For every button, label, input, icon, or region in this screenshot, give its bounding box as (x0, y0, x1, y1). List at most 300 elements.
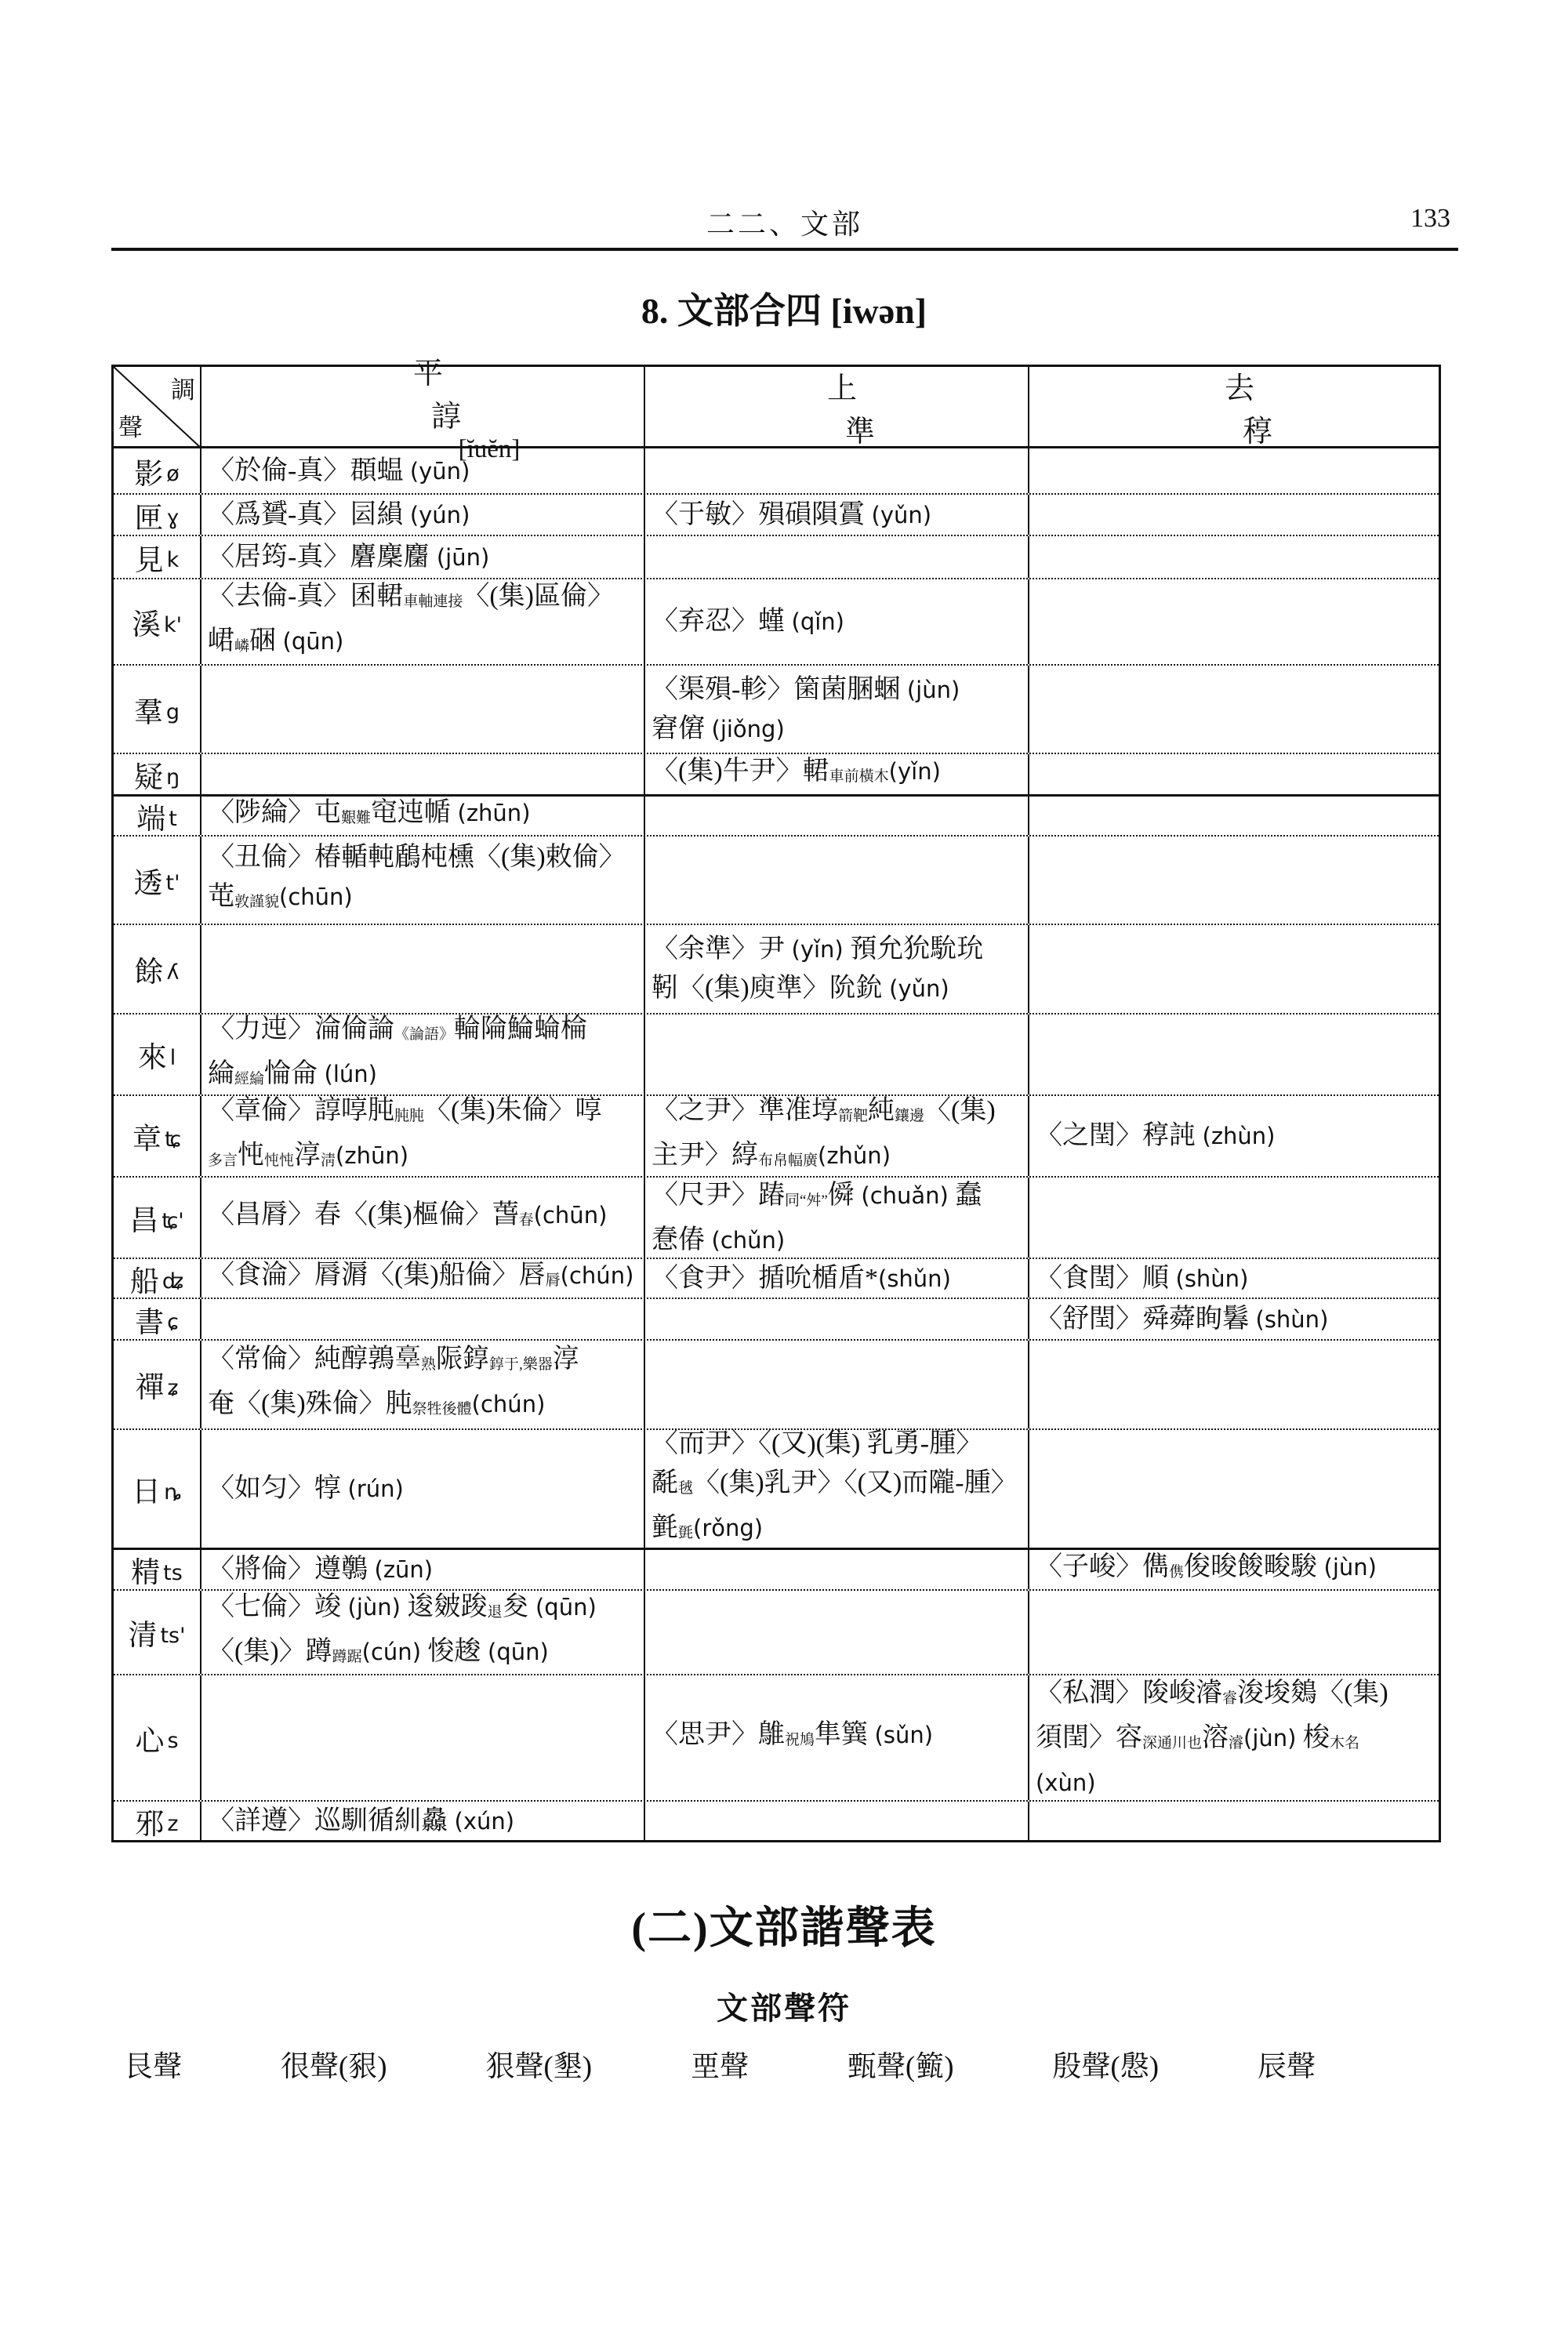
entry-text: 〈(集)區倫〉 (463, 582, 614, 611)
small-gloss: 退 (487, 1604, 503, 1621)
entry-text: 夋 (qūn) (502, 1592, 597, 1621)
initial-cell (114, 925, 201, 1013)
pinyin: (jùn) (906, 676, 960, 703)
entry-line (201, 1385, 644, 1429)
small-gloss: 春 (518, 1211, 534, 1229)
initial-cell (114, 1096, 201, 1176)
table-row (114, 493, 1439, 535)
initial-ipa: z (167, 1812, 179, 1836)
entry-text: 〈(集) (924, 1096, 996, 1125)
initial-cell (114, 1014, 201, 1094)
entry-line (1029, 1548, 1439, 1592)
entry-text: 〈七倫〉竣 (jùn) 逡皴踆 (208, 1592, 488, 1621)
initial-character: 餘 (134, 956, 164, 989)
initial-ipa: ŋ (165, 765, 180, 789)
entry-line (201, 1340, 644, 1385)
page-number: 133 (1410, 204, 1450, 233)
ping-cell (201, 448, 645, 493)
ping-cell (201, 1299, 645, 1339)
shang-cell (645, 1802, 1029, 1840)
small-gloss: 㲪 (678, 1525, 694, 1541)
entry-line (201, 1010, 644, 1054)
table-row (114, 1094, 1439, 1176)
entry-text: 〈食尹〉揗吮楯盾*(shǔn) (652, 1263, 951, 1293)
initial-character: 昌 (129, 1205, 159, 1237)
entry-text: 〈尺尹〉踳 (652, 1180, 785, 1210)
pinyin: (yǔn) (871, 501, 932, 528)
entry-text: 綸 (208, 1059, 234, 1088)
initial-character: 心 (135, 1725, 165, 1758)
phonetic-component-item: 很聲(豤) (280, 2051, 387, 2083)
entry-text: 〈力迍〉淪倫論 (208, 1014, 394, 1044)
section-title: 8. 文部合四 [iwən] (641, 291, 927, 331)
initial-ipa: ʎ (166, 960, 180, 985)
phonetic-component-item: 殷聲(慇) (1052, 2051, 1160, 2083)
entry-text: 須閏〉容 (1036, 1722, 1142, 1752)
shang-cell (645, 579, 1029, 664)
pinyin: (rǒng) (693, 1515, 764, 1541)
pinyin: (xún) (454, 1807, 515, 1835)
table-row (114, 664, 1439, 753)
initial-character: 精 (131, 1557, 161, 1589)
pinyin: (zhǔn) (818, 1142, 891, 1169)
entry-text: 〈(集)朱倫〉啍 (424, 1096, 602, 1125)
initial-character: 日 (132, 1476, 162, 1508)
initial-ipa: t' (165, 871, 180, 895)
qu-cell (1029, 536, 1439, 578)
pinyin: (jùn) (347, 1594, 401, 1621)
pinyin: (zhūn) (457, 800, 531, 826)
pinyin: (chún) (471, 1391, 546, 1417)
entry-line (201, 1091, 644, 1136)
shang-cell (645, 1096, 1029, 1176)
ping-cell (201, 1178, 645, 1258)
initial-character: 書 (135, 1306, 165, 1339)
initial-cell (114, 1299, 201, 1339)
entry-text: 〈章倫〉諄啍肫 (208, 1096, 394, 1125)
entry-text: 〈渠殞-軫〉箘菌䐃蜠 (jùn) (652, 674, 960, 704)
entry-line (201, 495, 644, 535)
entry-line (201, 1550, 644, 1589)
shang-cell (645, 448, 1029, 493)
entry-line (645, 602, 1028, 641)
tone-label: 上 (826, 372, 857, 405)
initial-ipa: l (169, 1045, 176, 1070)
table-row (114, 1298, 1439, 1339)
entry-text: 〈食淪〉脣漘〈(集)船倫〉唇 (208, 1261, 546, 1290)
entry-line (201, 1469, 644, 1508)
pinyin: (rún) (347, 1475, 404, 1502)
initial-ipa: ȵ (164, 1479, 182, 1504)
initial-character: 端 (136, 803, 166, 836)
phonetic-component-item: 甄聲(籈) (847, 2051, 954, 2083)
entry-text: 〈爲贇-真〉囩縜 (yún) (208, 499, 470, 529)
entry-text: 氃 (652, 1513, 678, 1542)
pinyin: (qūn) (488, 1639, 549, 1665)
small-gloss: 經綸 (234, 1071, 265, 1087)
shang-cell (645, 1178, 1029, 1258)
small-gloss: 車前橫木 (829, 768, 889, 785)
entry-line (201, 1802, 644, 1841)
entry-line (1029, 1259, 1439, 1298)
small-gloss: 祭牲後體 (412, 1401, 472, 1417)
entry-text: (cún) 悛䞭 (qūn) (361, 1637, 549, 1666)
shang-cell (645, 797, 1029, 835)
initial-character: 船 (129, 1265, 159, 1298)
initial-character: 來 (137, 1042, 167, 1074)
table-row (114, 1339, 1439, 1428)
shang-cell (645, 1299, 1029, 1339)
entry-text (818, 1141, 891, 1170)
rhyme-label: 準 (844, 415, 875, 448)
small-gloss: 毧 (678, 1480, 694, 1497)
entry-text (472, 1389, 546, 1418)
header-rule (111, 248, 1458, 251)
table-row (114, 448, 1439, 493)
initial-character: 邪 (135, 1808, 165, 1841)
ping-cell (201, 925, 645, 1013)
rhyme-label: 稕 (1242, 415, 1272, 448)
initial-ipa: g (165, 700, 180, 724)
small-gloss: 艱難 (341, 810, 372, 826)
entry-text: 淳 (294, 1141, 321, 1170)
initial-character: 匣 (134, 502, 164, 535)
pinyin: (cún) (361, 1639, 422, 1665)
initial-cell (114, 536, 201, 578)
entry-text: 俊晙餕畯駿 (jùn) (1184, 1552, 1377, 1581)
entry-line (645, 1715, 1028, 1760)
entry-line (645, 1136, 1028, 1181)
ping-cell (201, 797, 645, 835)
table-row (114, 924, 1439, 1013)
initial-cell (114, 1675, 201, 1800)
entry-text: 〈將倫〉遵鷷 (zūn) (208, 1555, 434, 1584)
initial-character: 禪 (135, 1372, 165, 1404)
small-gloss: 同“舛” (785, 1192, 828, 1209)
pinyin: (sǔn) (874, 1722, 934, 1748)
initial-cell (114, 1341, 201, 1428)
entry-text: 奄〈(集)殊倫〉肫 (208, 1389, 412, 1418)
initial-ipa: k' (163, 612, 183, 637)
initial-cell (114, 837, 201, 924)
pinyin: (shǔn) (878, 1265, 951, 1292)
pinyin: (yǔn) (889, 975, 949, 1002)
entry-text: 硱 (qūn) (249, 626, 344, 655)
entry-text (534, 1200, 608, 1229)
entry-line (1029, 1763, 1439, 1802)
table-row (114, 1589, 1439, 1674)
running-head-title: 二二、文部 (706, 209, 863, 240)
entry-text (1036, 1768, 1096, 1797)
corner-label-initial: 聲 (118, 414, 143, 441)
phonetic-component-item: 艮聲 (124, 2051, 182, 2083)
entry-text: 主尹〉綧 (652, 1141, 758, 1170)
pinyin: (zhūn) (336, 1142, 409, 1169)
entry-text: 惷偆 (chǔn) (652, 1225, 786, 1254)
entry-text: 峮 (208, 626, 234, 655)
pinyin: (chuǎn) (861, 1181, 949, 1209)
entry-text: 〈於倫-真〉頵蝹 (yūn) (208, 456, 470, 485)
entry-text: 輪陯鯩蜦棆 (454, 1014, 588, 1044)
pinyin: (jùn) (1323, 1553, 1377, 1581)
entry-text: 僢 (chuǎn) 蠢 (827, 1180, 982, 1210)
table-row (114, 1800, 1439, 1840)
shang-cell (645, 925, 1029, 1013)
initial-ipa: ʑ (167, 1375, 179, 1400)
entry-text (279, 882, 353, 911)
initial-character: 清 (128, 1620, 158, 1652)
ping-cell (201, 495, 645, 535)
entry-text (889, 757, 941, 786)
entry-text: 靷〈(集)庾準〉阭鈗 (yǔn) (652, 974, 949, 1003)
initial-character: 溪 (131, 609, 161, 641)
qu-cell (1029, 925, 1439, 1013)
entry-text: 〈(集)〉蹲 (208, 1637, 332, 1666)
entry-line (1029, 1674, 1439, 1719)
section2-subheading: 文部聲符 (717, 1991, 851, 2026)
ping-cell (201, 1096, 645, 1176)
corner-label-tone: 調 (171, 376, 195, 404)
shang-cell (645, 837, 1029, 924)
entry-text (561, 1261, 634, 1290)
entry-text: 〈丑倫〉椿輴軘鶞杶櫄〈(集)敕倫〉 (208, 843, 626, 872)
ping-cell (201, 1591, 645, 1674)
entry-text: 〈弃忍〉螼 (qǐn) (652, 607, 844, 636)
initial-cell (114, 797, 201, 835)
entry-text: 〈思尹〉鵻 (652, 1720, 785, 1749)
entry-text: 〈居筠-真〉麏麇麕 (jūn) (208, 542, 490, 572)
table-row (114, 794, 1439, 835)
qu-cell (1029, 1341, 1439, 1428)
phonetic-components-list (124, 2042, 1316, 2085)
table-row (114, 835, 1439, 924)
initial-ipa: ʨ (164, 1127, 181, 1152)
running-head (111, 202, 1458, 241)
qu-cell (1029, 1550, 1439, 1589)
small-gloss: 鑲邊 (895, 1108, 925, 1124)
qu-cell (1029, 1430, 1439, 1548)
ping-cell (201, 666, 645, 753)
initial-ipa: ʨ' (162, 1208, 184, 1233)
initial-cell (114, 1550, 201, 1589)
pinyin: (chūn) (279, 884, 353, 910)
qu-cell (1029, 448, 1439, 493)
entry-text: 浚埈鵕〈(集) (1237, 1678, 1388, 1708)
small-gloss: 淸 (321, 1152, 336, 1169)
pinyin: (jūn) (436, 543, 490, 571)
ping-cell (201, 579, 645, 664)
table-row (114, 1176, 1439, 1258)
entry-line (201, 622, 644, 666)
entry-text: 隼簨 (sǔn) (815, 1720, 934, 1749)
pinyin: (qǐn) (791, 608, 844, 635)
corner-cell (114, 367, 201, 446)
initial-cell (114, 1259, 201, 1298)
entry-line (201, 452, 644, 491)
tone-label: 去 (1224, 372, 1254, 405)
ping-cell (201, 837, 645, 924)
qu-cell (1029, 495, 1439, 535)
table-row (114, 1258, 1439, 1298)
entry-text: 〈舒閏〉舜蕣眴鬊 (shùn) (1036, 1304, 1329, 1334)
small-gloss: 㑺 (1169, 1563, 1185, 1581)
qu-cell (1029, 1096, 1439, 1176)
ping-cell (201, 1802, 645, 1840)
ping-cell (201, 1341, 645, 1428)
column-header-shang (645, 367, 1029, 446)
table-row (114, 578, 1439, 664)
initial-ipa: s (167, 1729, 179, 1753)
entry-text: 忳 (238, 1141, 265, 1170)
shang-cell (645, 666, 1029, 753)
qu-cell (1029, 1802, 1439, 1840)
entry-line (1029, 1719, 1439, 1763)
pinyin: (shùn) (1175, 1265, 1249, 1292)
table-row (114, 753, 1439, 794)
ping-cell (201, 754, 645, 794)
qu-cell (1029, 1675, 1439, 1800)
entry-line (645, 495, 1028, 535)
entry-line (201, 793, 644, 838)
pinyin: (yūn) (409, 457, 470, 485)
qu-cell (1029, 579, 1439, 664)
phonetic-component-item: 垔聲 (690, 2051, 749, 2083)
ping-cell (201, 1014, 645, 1094)
ping-cell (201, 1430, 645, 1548)
ping-cell (201, 1259, 645, 1298)
entry-text: 〈于敏〉殞磒隕霣 (yǔn) (652, 499, 932, 529)
shang-cell (645, 1014, 1029, 1094)
small-gloss: 《論語》 (394, 1026, 455, 1043)
initial-cell (114, 1430, 201, 1548)
pinyin: (chūn) (533, 1201, 608, 1229)
small-gloss: 多言 (208, 1152, 238, 1169)
shang-cell (645, 1430, 1029, 1548)
pinyin: (qūn) (535, 1594, 597, 1621)
qu-cell (1029, 837, 1439, 924)
small-gloss: 嶙 (234, 638, 250, 655)
initial-ipa: ts' (160, 1623, 186, 1648)
small-gloss: 睿 (1222, 1690, 1238, 1707)
qu-cell (1029, 666, 1439, 753)
phonetic-component-item: 狠聲(墾) (485, 2051, 593, 2083)
entry-text: 〈食閏〉順 (shùn) (1036, 1263, 1249, 1293)
pinyin: (shùn) (1255, 1305, 1329, 1333)
initial-ipa: t (169, 807, 177, 831)
entry-text: (jùn) 梭 (1243, 1722, 1330, 1752)
table-row (114, 1548, 1439, 1589)
entry-text: 〈詳遵〉巡馴循紃灥 (xún) (208, 1806, 515, 1835)
entry-text: 〈陟綸〉屯 (208, 798, 341, 827)
small-gloss: 蹲踞 (332, 1649, 362, 1665)
table-row (114, 1013, 1439, 1094)
qu-cell (1029, 754, 1439, 794)
rhyme-label: 諄 (430, 401, 461, 434)
table-header-row (114, 358, 1439, 463)
entry-line (201, 1588, 644, 1632)
entry-text: 溶 (1202, 1722, 1229, 1752)
entry-text: 〈之尹〉準准埻 (652, 1096, 838, 1125)
initial-ipa: ts (163, 1560, 183, 1585)
entry-line (201, 1632, 644, 1677)
shang-cell (645, 1591, 1029, 1674)
small-gloss: 深通川也 (1142, 1734, 1203, 1751)
pinyin: (yǐn) (888, 758, 941, 785)
initial-cell (114, 666, 201, 753)
entry-text: 窀迍㡒 (zhūn) (371, 798, 531, 827)
pinyin: (zūn) (374, 1556, 434, 1583)
entry-text: 〈余準〉尹 (yǐn) 預允狁馻玧 (652, 935, 984, 964)
entry-line (645, 1221, 1028, 1260)
initial-character: 影 (134, 458, 164, 491)
initial-character: 透 (133, 867, 163, 900)
entry-line (201, 577, 644, 622)
initial-cell (114, 754, 201, 794)
initial-cell (114, 1178, 201, 1258)
ping-cell (201, 1550, 645, 1589)
initial-ipa: ɣ (166, 506, 180, 530)
pinyin: (chǔn) (711, 1226, 786, 1254)
pinyin: (yún) (409, 501, 470, 528)
entry-text: 〈(集)牛尹〉輑 (652, 757, 829, 786)
qu-cell (1029, 1178, 1439, 1258)
entry-line (645, 1091, 1028, 1136)
initial-cell (114, 579, 201, 664)
small-gloss: 祝鳩 (785, 1732, 815, 1748)
qu-cell (1029, 1014, 1439, 1094)
entry-line (645, 969, 1028, 1008)
initial-cell (114, 1802, 201, 1840)
table-row (114, 1428, 1439, 1548)
pinyin: (qūn) (282, 628, 344, 655)
entry-line (645, 1425, 1028, 1464)
rhyme-ipa: [ĭuĕn] (458, 435, 521, 463)
entry-text: 〈昌脣〉春〈(集)樞倫〉萅 (208, 1200, 519, 1229)
initial-cell (114, 495, 201, 535)
entry-text: 氄 (652, 1468, 678, 1497)
entry-text: 〈而尹〉〈(又)(集) 乳勇-腫〉 (652, 1429, 983, 1458)
phonetic-component-item: 辰聲 (1257, 2051, 1316, 2083)
small-gloss: 忳忳 (264, 1152, 295, 1169)
pinyin: (jùn) (1243, 1724, 1297, 1751)
column-header-qu (1029, 367, 1439, 446)
ping-cell (201, 1675, 645, 1800)
qu-cell (1029, 1299, 1439, 1339)
pinyin: (chún) (560, 1262, 634, 1289)
initial-ipa: k (166, 548, 180, 572)
column-header-ping (201, 358, 645, 463)
initial-character: 羣 (133, 696, 163, 729)
initial-cell (114, 448, 201, 493)
small-gloss: 熟 (421, 1356, 437, 1373)
entry-text: 純 (868, 1096, 895, 1125)
small-gloss: 濬 (1229, 1734, 1244, 1751)
tone-label: 平 (412, 358, 443, 390)
initial-ipa: ɕ (167, 1310, 179, 1334)
shang-cell (645, 536, 1029, 578)
entry-line (645, 710, 1028, 749)
initial-ipa: ʥ (162, 1269, 184, 1294)
entry-text (336, 1141, 408, 1170)
small-gloss: 錞于,樂器 (489, 1356, 553, 1373)
section2-heading: (二)文部諧聲表 (631, 1904, 937, 1953)
entry-text (693, 1513, 763, 1542)
ping-cell (201, 536, 645, 578)
entry-line (201, 1196, 644, 1240)
entry-line (645, 752, 1028, 797)
entry-line (201, 538, 644, 577)
pinyin: (jiǒng) (711, 715, 785, 742)
